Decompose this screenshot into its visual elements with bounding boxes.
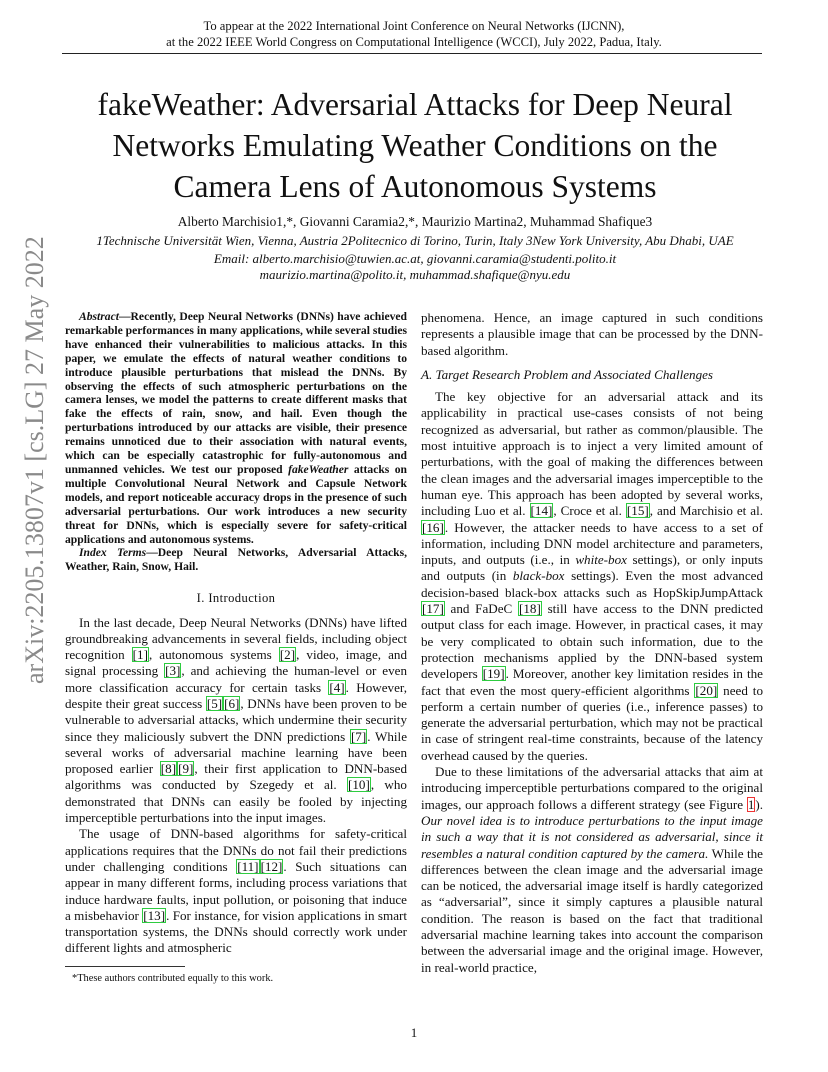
citation-link[interactable]: [5] — [206, 696, 223, 711]
citation-link[interactable]: [7] — [350, 728, 367, 744]
citation-link[interactable]: [12] — [260, 858, 283, 874]
arxiv-stamp: arXiv:2205.13807v1 [cs.LG] 27 May 2022 — [20, 236, 49, 684]
figure-link[interactable]: 1 — [747, 796, 755, 812]
citation-link[interactable]: [20] — [695, 682, 718, 698]
section-heading-introduction: I. Introduction — [196, 591, 276, 606]
intro-paragraph-2: The usage of DNN-based algorithms for safety-critical applications requires that the DNNs do not fail their predictions under challenging conditions [11] [12]. Such situations can appear in many different forms, including process variations that induce hardware faults, input pollution, or poisoning that induce a misbehavior [13]. For instance, for vision applications in smart transportation systems, the DNNs should correctly work under different lights and atmospheric — [65, 826, 407, 956]
citation-link[interactable]: [18] — [519, 601, 541, 617]
citation-link[interactable]: [16] — [422, 519, 444, 535]
left-column — [65, 310, 407, 957]
email-line-1: Email: alberto.marchisio@tuwien.ac.at, giovanni.caramia@studenti.polito.it — [213, 251, 617, 266]
citation-link[interactable]: [17] — [422, 601, 444, 617]
conference-note — [100, 18, 728, 50]
citation-link[interactable]: [4] — [329, 679, 345, 695]
author-list: Alberto Marchisio1,*, Giovanni Caramia2,*, Maurizio Martina2, Muhammad Shafique3 — [177, 214, 653, 229]
citation-link[interactable]: [8] — [160, 761, 177, 777]
conference-note-line-2: at the 2022 IEEE World Congress on Computational Intelligence (WCCI), July 2022, Padua, Italy. — [166, 35, 662, 49]
citation-link[interactable]: [13] — [143, 907, 166, 923]
affiliations: 1Technische Universität Wien, Vienna, Austria 2Politecnico di Torino, Turin, Italy 3New York University, Abu Dhabi, UAE — [96, 233, 734, 248]
citation-link[interactable]: [9] — [178, 761, 194, 777]
intro-paragraph-1: In the last decade, Deep Neural Networks (DNNs) have lifted groundbreaking advancements in several fields, including object recognition [1], autonomous systems [2], video, image, and signal processing [3], and achieving the human-level or even more classification accuracy for certain tasks [4]. However, despite their great success [5] [6], DNNs have been proven to be vulnerable to adversarial attacks, which undermine their security since they maliciously subvert the DNN predictions [7]. While several works of adversarial machine learning have been proposed earlier [8] [9], their first application to DNN-based algorithms was conducted by Szegedy et al. [10], who demonstrated that DNNs can easily be fooled by injecting imperceptible perturbations into the input images. — [65, 614, 408, 826]
citation-link[interactable]: [15] — [626, 503, 649, 519]
challenges-paragraph-2: Due to these limitations of the adversarial attacks that aim at introducing imperceptible perturbations compared to the original images, our approach follows a different strategy (see Figure 1). Our novel idea is to introduce perturbations to the input image in such a way that it is not considered as adversarial, since it resembles a natural condition captured by the camera. While the differences between the clean image and the adversarial image can be noticed, the adversarial image itself is hardly categorized as “adversarial”, since it simply captures a plausible natural condition. The reason is based on the fact that traditional adversarial machine learning takes into account the comparison between the adversarial image and the original image. However, in real-world practice, — [421, 764, 763, 975]
citation-link[interactable]: [1] — [132, 647, 148, 663]
right-column — [421, 310, 763, 976]
fakeweather-term: fakeWeather — [288, 462, 349, 476]
email-line-2: maurizio.martina@polito.it, muhammad.shafique@nyu.edu — [259, 267, 571, 282]
paper-title: fakeWeather: Adversarial Attacks for Deep Neural Networks Emulating Weather Conditions on the Camera Lens of Autonomous Systems — [97, 87, 733, 204]
subsection-heading: A. Target Research Problem and Associated Challenges — [421, 366, 714, 382]
page-number: 1 — [410, 1025, 418, 1040]
index-terms: Index Terms—Deep Neural Networks, Adversarial Attacks, Weather, Rain, Snow, Hail. — [65, 546, 407, 574]
continued-paragraph: phenomena. Hence, an image captured in such conditions represents a plausible image that can be processed by the DNN-based algorithm. — [421, 310, 763, 358]
index-terms-label: Index Terms — [79, 546, 147, 560]
header-rule — [62, 53, 762, 54]
citation-link[interactable]: [14] — [530, 503, 553, 519]
citation-link[interactable]: [10] — [348, 777, 370, 793]
citation-link[interactable]: [11] — [237, 858, 259, 874]
footnote: *These authors contributed equally to this work. — [72, 973, 274, 984]
citation-link[interactable]: [3] — [165, 663, 181, 679]
citation-link[interactable]: [6] — [224, 696, 240, 711]
abstract: Abstract—Recently, Deep Neural Networks (DNNs) have achieved remarkable performances in many applications, while several studies have enhanced their vulnerabilities to malicious attacks. In this paper, we emulate the effects of natural weather conditions to introduce plausible perturbations that mislead the DNNs. By observing the effects of such atmospheric perturbations on the camera lenses, we model the patterns to create different masks that fake the effects of rain, snow, and hail. Even though the perturbations introduced by our attacks are visible, their presence remains unnoticed due to their association with natural events, which can be especially catastrophic for fully-autonomous and unmanned vehicles. We test our proposed fakeWeather attacks on multiple Convolutional Neural Network and Capsule Network models, and report noticeable accuracy drops in the presence of such adversarial perturbations. Our work introduces a new security threat for DNNs, which is especially severe for safety-critical applications and autonomous systems. — [65, 310, 407, 546]
footnote-rule — [65, 966, 185, 967]
challenges-paragraph-1: The key objective for an adversarial attack and its applicability in practical use-cases consists of not being recognized as adversarial, but rather as common/plausible. The most intuitive approach is to inject a very limited amount of perturbations, with the goal of making the differences between the clean images and the adversarial images imperceptible to the human eye. This approach has been adopted by several works, including Luo et al. [14], Croce et al. [15], and Marchisio et al. [16]. However, the attacker needs to have access to a set of information, including DNN model architecture and parameters, inputs, and outputs (i.e., in white-box settings), or only inputs and outputs (in black-box settings). Even the most advanced decision-based black-box attacks such as HopSkipJumpAttack [17] and FaDeC [18] still have access to the DNN predicted output class for each image. However, in practical cases, it may be very complicated to obtain such information, due to the protection mechanisms applied by the DNN-based system developers [19]. Moreover, another key limitation resides in the fact that even the most query-efficient algorithms [20] need to perform a certain number of queries (i.e., inference passes) to generate the adversarial perturbation, which may not be practical in case of stringent real-time constraints, because of the latency overhead caused by the queries. — [421, 389, 763, 763]
author-emails — [40, 251, 790, 283]
citation-link[interactable]: [19] — [482, 666, 505, 682]
citation-link[interactable]: [2] — [279, 647, 296, 663]
key-idea-emphasis: Our novel idea is to introduce perturbations to the input image in such a way that it is not considered as adversarial, since it resembles a natural condition captured by the camera. — [421, 812, 763, 861]
conference-note-line-1: To appear at the 2022 International Joint Conference on Neural Networks (IJCNN), — [203, 19, 625, 33]
abstract-label: Abstract — [79, 310, 119, 323]
